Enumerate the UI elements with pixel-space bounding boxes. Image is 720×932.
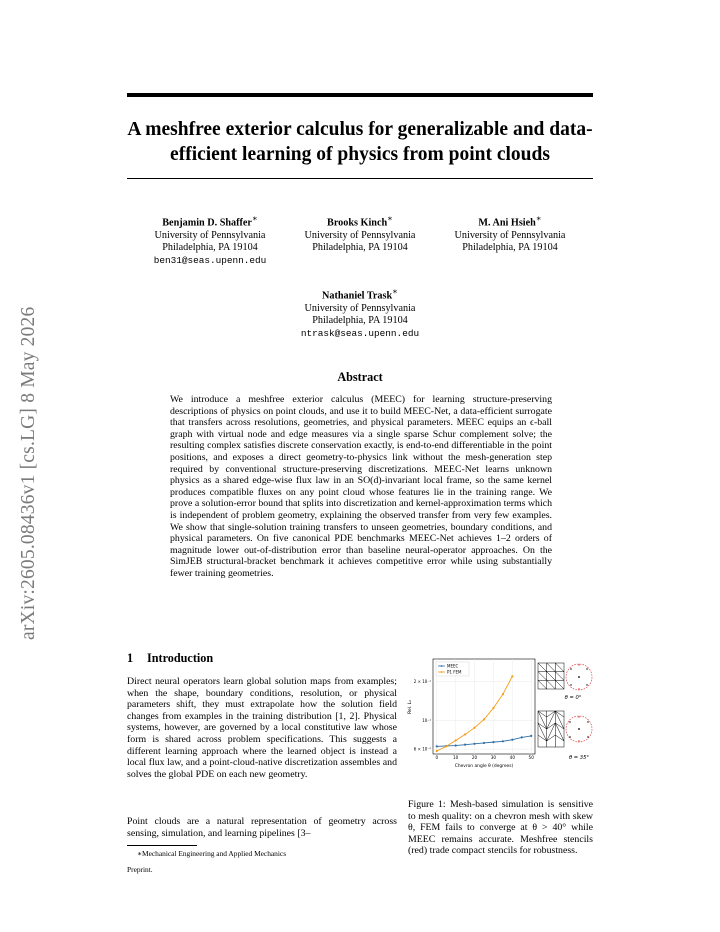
author-city: Philadelphia, PA 19104: [462, 242, 558, 254]
data-point-meec: [530, 735, 532, 737]
author-name: M. Ani Hsieh: [478, 217, 536, 229]
theta-label-bottom: θ = 35°: [568, 755, 590, 761]
meshfree-stencil-bottom: [566, 716, 592, 742]
legend-label-fem: P1 FEM: [447, 669, 462, 675]
figure-1-graphic: [405, 655, 595, 770]
theta-label-top: θ = 0°: [564, 695, 582, 701]
intro-paragraph-2: Point clouds are a natural representation of geometry across sensing, simulation, and learning pipelines [3–: [127, 816, 397, 839]
author-block-1: [130, 212, 290, 267]
series-line-meec: [437, 736, 531, 747]
author-city: Philadelphia, PA 19104: [162, 242, 258, 254]
abstract-text: We introduce a meshfree exterior calculus (MEEC) for learning structure-preserving descriptions of physics on point clouds, and use it to build MEEC-Net, a data-efficient surrogate that transfers across resolutions, geometries, and physical parameters. MEEC equips an ϵ-ball graph with virtual node and edge measures via a single sparse Schur complement solve; the resulting complex satisfies discrete conservation exactly, is end-to-end differentiable in the point positions, and exposes a direct geometry-to-physics link without the mesh-generation step required by conventional structure-preserving discretizations. MEEC-Net learns unknown physics as a shared edge-wise flux law in an SO(d)-invariant local frame, so the same kernel produces compatible fluxes on any point cloud whose features lie in the training range. We prove a solution-error bound that splits into discretization and kernel-approximation terms which is independent of problem geometry, explaining the observed transfer from very few examples. We show that single-solution training transfers to unseen geometries, boundary conditions, and physical parameters. On five canonical PDE benchmarks MEEC-Net achieves 1–2 orders of magnitude lower out-of-distribution error than baseline neural-operator approaches. On the SimJEB structural-bracket benchmark it achieves competitive error while using substantially fewer training geometries.: [170, 394, 552, 579]
footnote-rule: [127, 845, 197, 846]
x-tick-label: 50: [528, 755, 534, 760]
y-axis-label: Rel. L₂: [408, 700, 413, 714]
intro-paragraph-1: Direct neural operators learn global solution maps from examples; when the shape, boundary conditions, resolution, or physical parameters shift, they must extrapolate how the solution field changes from examples in the training distribution [1, 2]. Physical systems, however, are governed by a local constitutive law whose form is shared across problem specifications. This suggests a different learning approach where the learned object is instead a local flux law, and a point-cloud-native discretization assembles and solves the global PDE on each new geometry.: [127, 676, 397, 780]
data-point-meec: [521, 736, 523, 738]
legend-marker-fem: [441, 671, 443, 673]
data-point-p1-fem: [455, 739, 457, 741]
data-point-p1-fem: [464, 733, 466, 735]
data-point-p1-fem: [511, 675, 513, 677]
title-rule-bottom: [127, 178, 593, 179]
author-city: Philadelphia, PA 19104: [312, 315, 408, 327]
x-tick-label: 40: [509, 755, 516, 760]
x-tick-label: 10: [452, 755, 459, 760]
author-name: Brooks Kinch: [327, 217, 388, 229]
author-block-3: [430, 212, 590, 255]
y-tick-label: 6 × 10⁻²: [413, 746, 431, 752]
author-mark: ∗: [392, 286, 398, 296]
x-tick-labels: [435, 755, 534, 760]
legend-label-meec: MEEC: [447, 663, 459, 669]
author-name: Nathaniel Trask: [322, 290, 393, 302]
data-point-p1-fem: [445, 745, 447, 747]
meshfree-stencil-top: [566, 664, 592, 690]
section-title: Introduction: [147, 651, 214, 665]
author-email: ben31@seas.upenn.edu: [153, 254, 267, 266]
y-tick-label: 10⁻¹: [422, 717, 431, 723]
author-mark: ∗: [387, 213, 393, 223]
x-tick-label: 30: [490, 755, 497, 760]
chart-legend: [436, 662, 469, 676]
arxiv-stamp: arXiv:2605.08436v1 [cs.LG] 8 May 2026: [18, 306, 39, 640]
footnote: ∗Mechanical Engineering and Applied Mechanics: [137, 849, 287, 858]
data-point-meec: [502, 740, 504, 742]
author-mark: ∗: [251, 213, 258, 223]
author-affiliation: University of Pennsylvania: [304, 302, 416, 314]
chevron-mesh-skewed: [538, 711, 564, 747]
section-heading: [127, 651, 213, 666]
data-point-meec: [511, 739, 513, 741]
author-city: Philadelphia, PA 19104: [312, 242, 408, 254]
section-number: 1: [127, 651, 134, 665]
y-tick-label: 2 × 10⁻¹: [413, 679, 431, 685]
title-rule-top: [127, 93, 593, 97]
author-block-4: [280, 285, 440, 340]
author-affiliation: University of Pennsylvania: [154, 229, 266, 241]
paper-title: A meshfree exterior calculus for generalizable and data-efficient learning of physics from point clouds: [127, 119, 593, 165]
data-point-meec: [483, 742, 485, 744]
figure-1-caption: Figure 1: Mesh-based simulation is sensitive to mesh quality: on a chevron mesh with skew θ, FEM fails to converge at θ > 40° while MEEC remains accurate. Meshfree stencils (red) trade compact stencils for robustness.: [408, 799, 593, 857]
data-point-meec: [492, 741, 494, 743]
data-point-p1-fem: [436, 750, 438, 752]
data-point-meec: [455, 744, 457, 746]
abstract-heading: Abstract: [337, 370, 383, 384]
data-point-meec: [473, 743, 475, 745]
x-tick-label: 0: [435, 755, 439, 760]
data-point-meec: [464, 744, 466, 746]
data-point-p1-fem: [483, 718, 485, 720]
preprint-label: Preprint.: [127, 865, 153, 874]
author-block-2: [280, 212, 440, 255]
author-affiliation: University of Pennsylvania: [304, 229, 416, 241]
data-point-p1-fem: [492, 707, 494, 709]
author-mark: ∗: [535, 213, 542, 223]
y-tick-labels: [414, 679, 432, 751]
x-axis-label: Chevron angle θ (degrees): [454, 764, 514, 769]
figure-1: [405, 655, 595, 775]
author-affiliation: University of Pennsylvania: [454, 229, 566, 241]
author-name: Benjamin D. Shaffer: [162, 217, 252, 229]
x-tick-label: 20: [471, 755, 478, 760]
legend-marker-meec: [441, 665, 443, 667]
error-chart: [407, 659, 535, 769]
chevron-mesh-straight: [538, 663, 564, 689]
data-point-p1-fem: [473, 727, 475, 729]
author-email: ntrask@seas.upenn.edu: [300, 327, 420, 339]
series-layer: [436, 675, 533, 752]
data-point-meec: [436, 745, 438, 747]
data-point-p1-fem: [502, 693, 504, 695]
